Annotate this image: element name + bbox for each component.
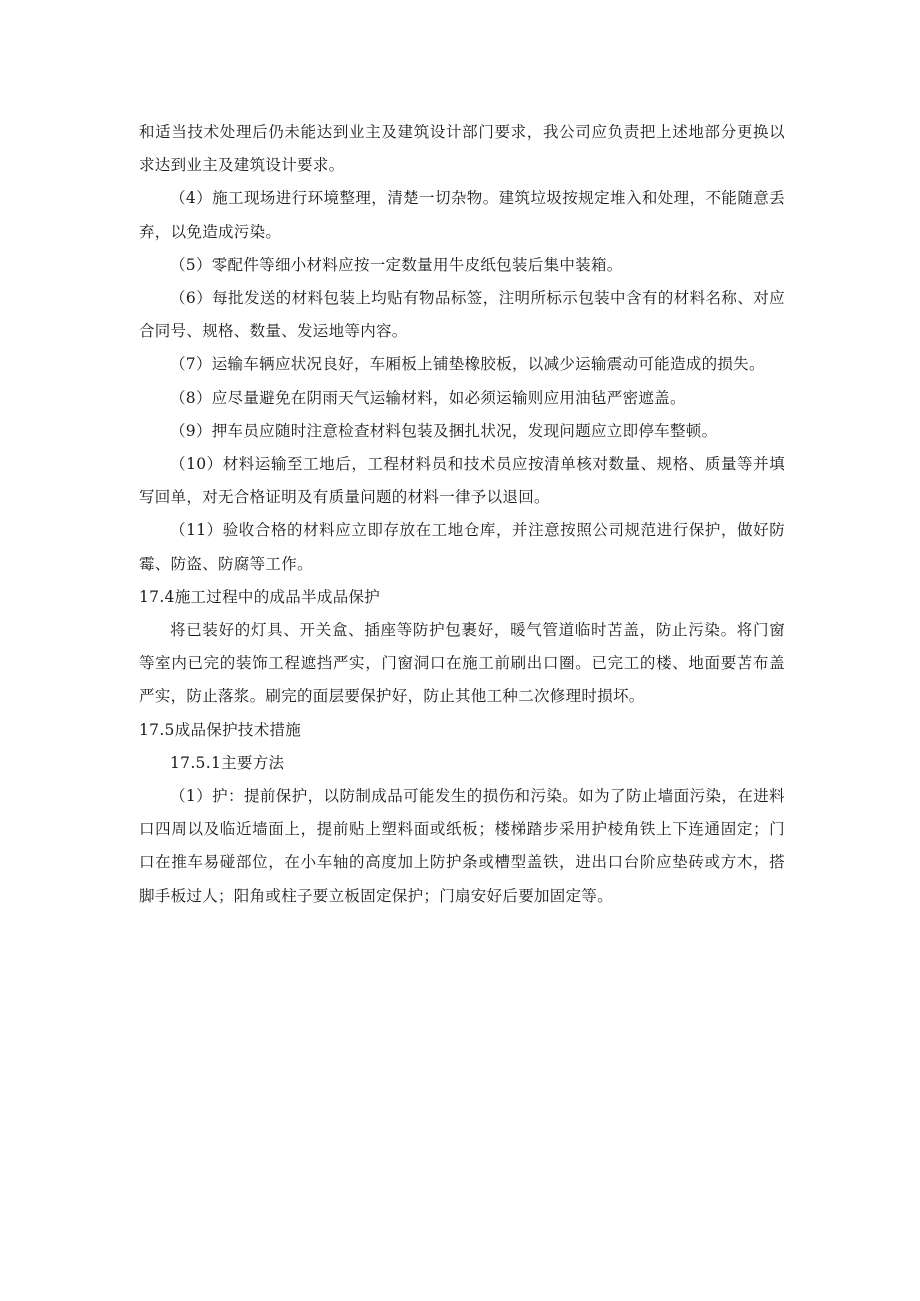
section-heading-17-5: 17.5成品保护技术措施	[139, 720, 302, 739]
paragraph-item-5: （5）零配件等细小材料应按一定数量用牛皮纸包装后集中装箱。	[170, 255, 623, 274]
paragraph-item-10: （10）材料运输至工地后，工程材料员和技术员应按清单核对数量、规格、质量等并填写回单，对无合格证明及有质量问题的材料一律予以退回。	[139, 455, 785, 507]
document-body	[139, 116, 785, 913]
paragraph-item-6: （6）每批发送的材料包装上均贴有物品标签，注明所标示包装中含有的材料名称、对应合同号、规格、数量、发运地等内容。	[139, 289, 785, 341]
paragraph-item-8: （8）应尽量避免在阴雨天气运输材料，如必须运输则应用油毡严密遮盖。	[170, 388, 686, 407]
paragraph-continuation: 和适当技术处理后仍未能达到业主及建筑设计部门要求，我公司应负责把上述地部分更换以求达到业主及建筑设计要求。	[139, 123, 785, 175]
section-heading-17-4: 17.4施工过程中的成品半成品保护	[139, 587, 381, 606]
paragraph-item-4: （4）施工现场进行环境整理，清楚一切杂物。建筑垃圾按规定堆入和处理，不能随意丢弃，以免造成污染。	[139, 189, 785, 241]
paragraph-section-17-4: 将已装好的灯具、开关盒、插座等防护包裹好，暖气管道临时苫盖，防止污染。将门窗等室内已完的装饰工程遮挡严实，门窗洞口在施工前刷出口圈。已完工的楼、地面要苫布盖严实，防止落浆。刷完的面层要保护好，防止其他工种二次修理时损坏。	[139, 621, 785, 706]
paragraph-item-7: （7）运输车辆应状况良好，车厢板上铺垫橡胶板，以减少运输震动可能造成的损失。	[170, 355, 765, 374]
paragraph-item-9: （9）押车员应随时注意检查材料包装及捆扎状况，发现问题应立即停车整顿。	[170, 421, 718, 440]
subsection-heading-17-5-1: 17.5.1主要方法	[170, 753, 285, 772]
paragraph-method-1: （1）护：提前保护，以防制成品可能发生的损伤和污染。如为了防止墙面污染，在进料口四周以及临近墙面上，提前贴上塑料面或纸板；楼梯踏步采用护棱角铁上下连通固定；门口在推车易碰部位，在小车轴的高度加上防护条或槽型盖铁，进出口台阶应垫砖或方木，搭脚手板过人；阳角或柱子要立板固定保护；门扇安好后要加固定等。	[139, 787, 785, 905]
paragraph-item-11: （11）验收合格的材料应立即存放在工地仓库，并注意按照公司规范进行保护，做好防霉、防盗、防腐等工作。	[139, 521, 785, 573]
